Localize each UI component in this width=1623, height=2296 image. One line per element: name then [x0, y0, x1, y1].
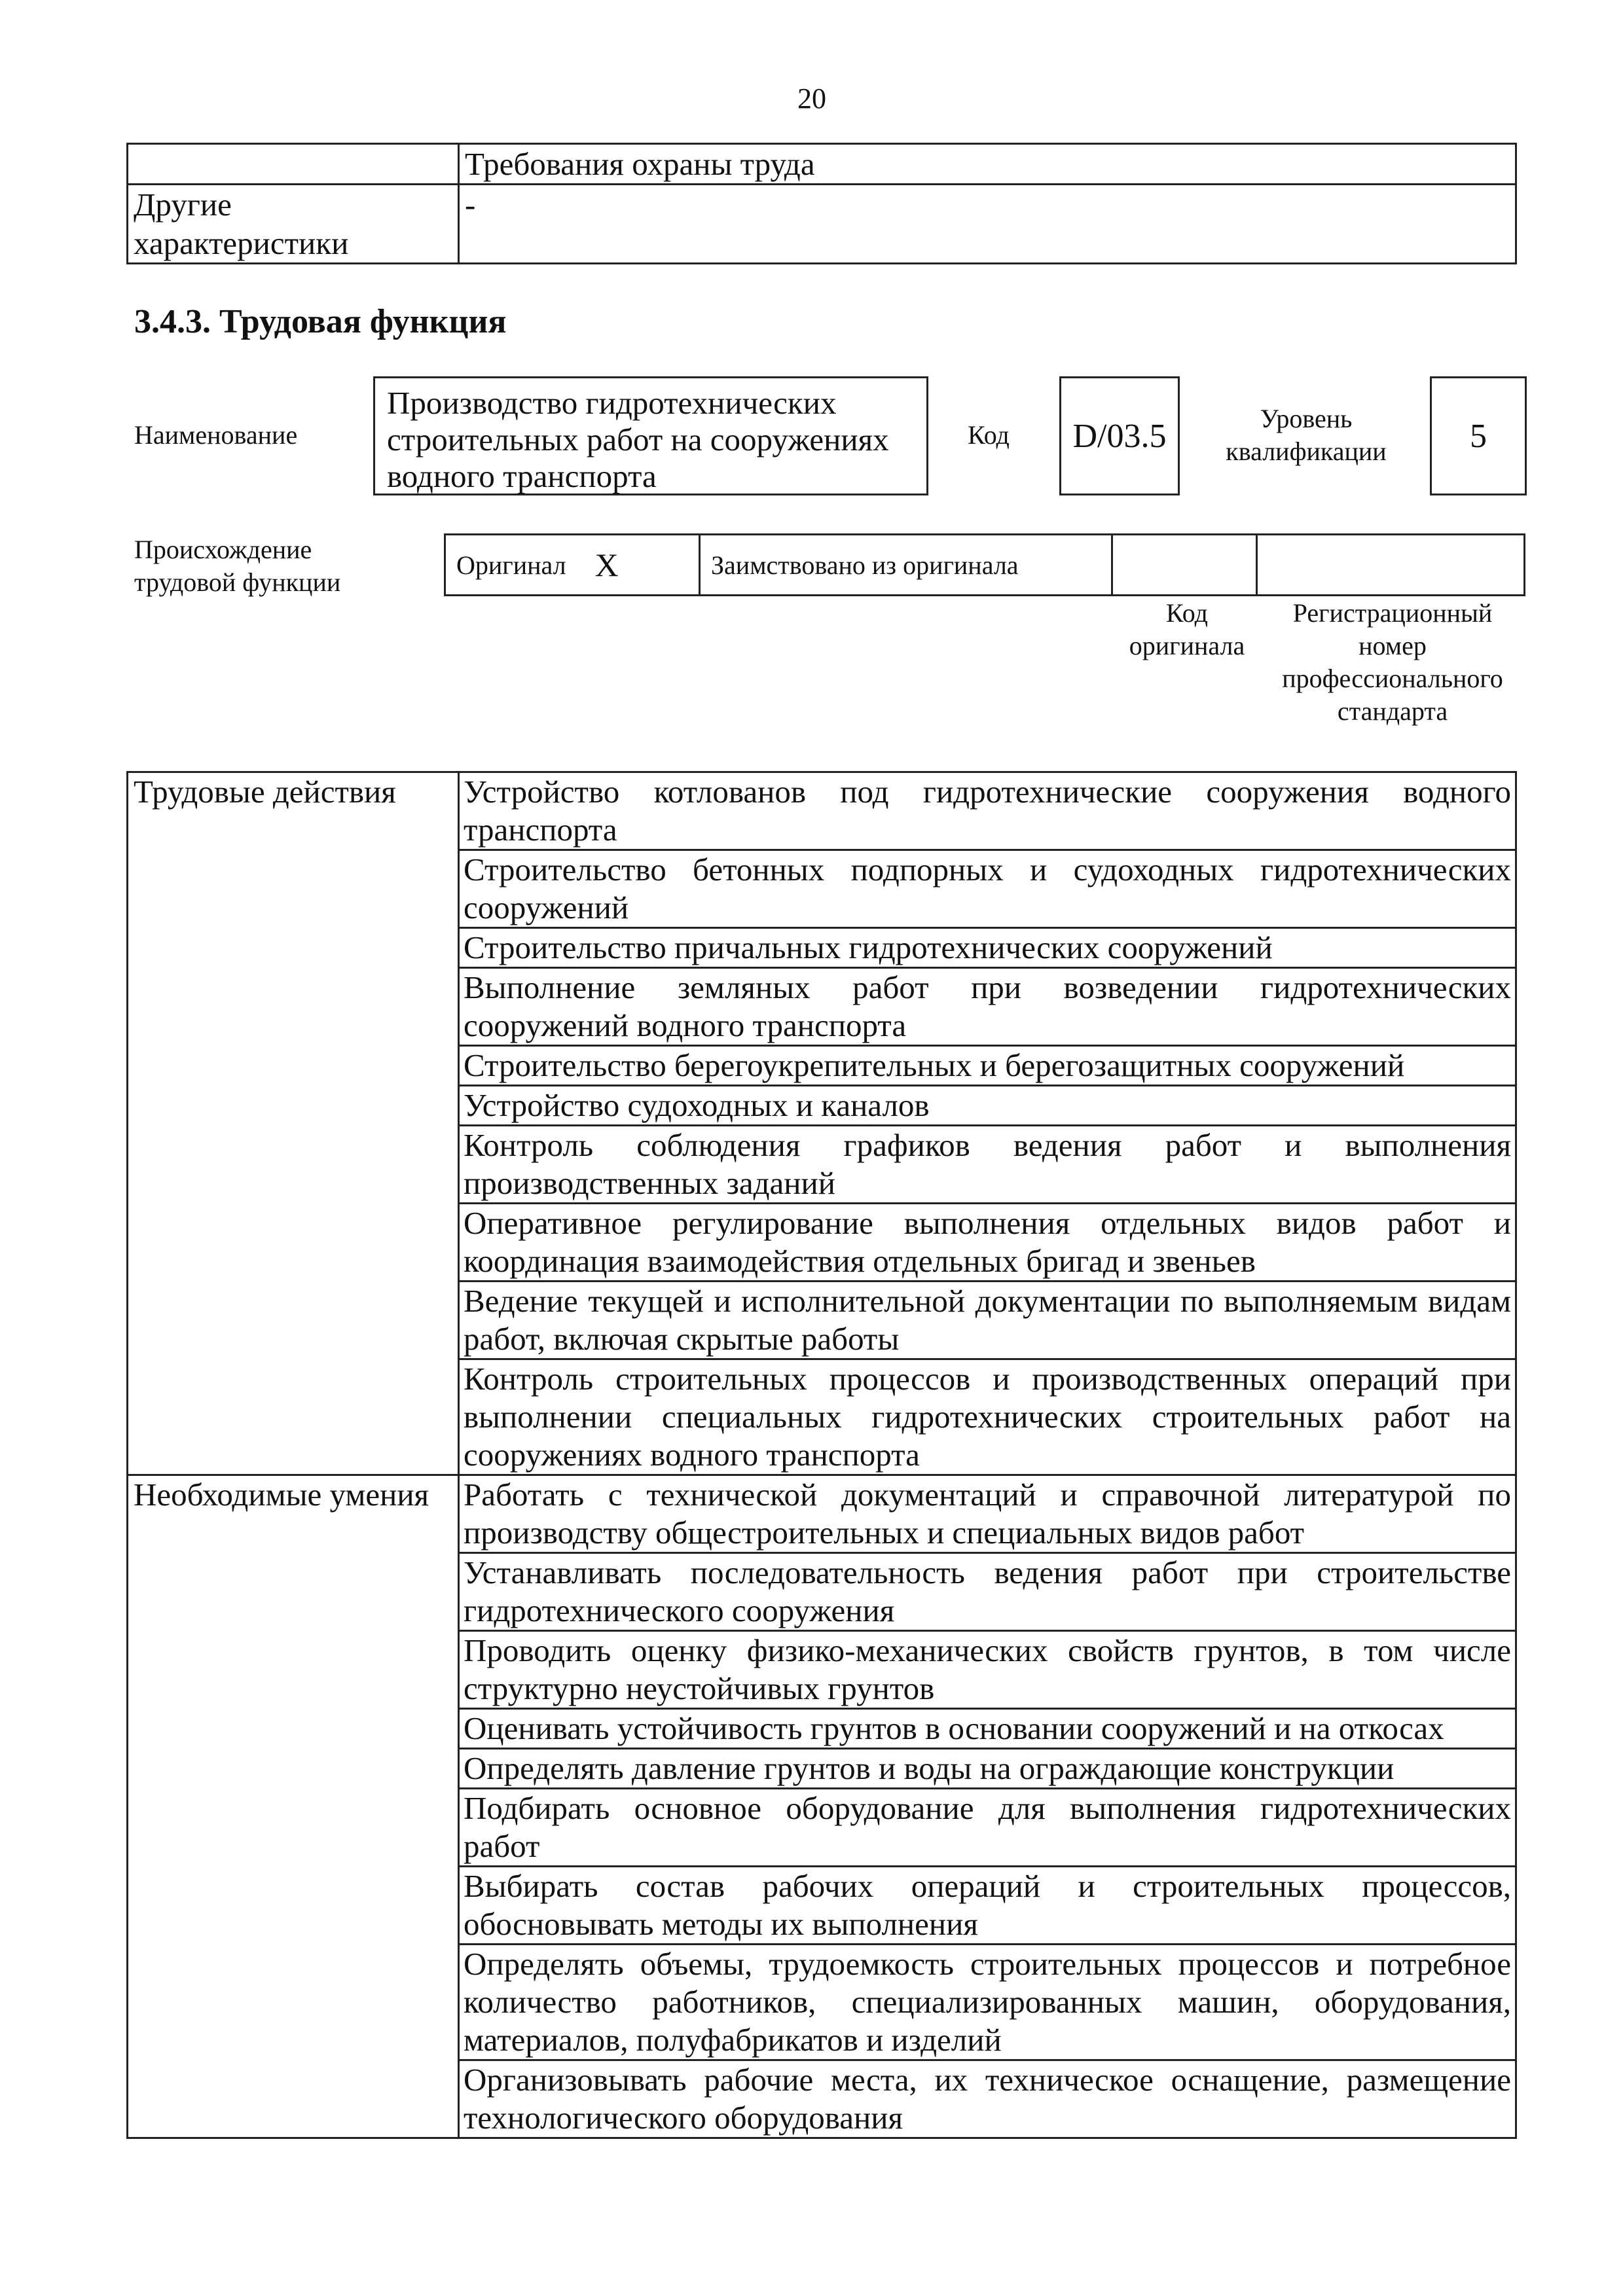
table-row	[128, 144, 1516, 185]
function-name: Производство гидротехнических строительных работ на сооружениях водного транспорта	[373, 376, 928, 495]
original-mark: X	[594, 547, 619, 583]
labor-function-table	[126, 771, 1517, 2139]
labor-action-item: Контроль строительных процессов и производственных операций при выполнении специальных гидротехнических строительных работ на сооружениях водного транспорта	[459, 1359, 1516, 1475]
skill-item: Определять давление грунтов и воды на ограждающие конструкции	[459, 1749, 1516, 1789]
skill-item: Подбирать основное оборудование для выполнения гидротехнических работ	[459, 1789, 1516, 1867]
labor-actions-label: Трудовые действия	[128, 772, 459, 1475]
skills-label: Необходимые умения	[128, 1475, 459, 2138]
qualification-level: 5	[1430, 376, 1527, 495]
table-row	[128, 1475, 1516, 1553]
labor-action-item: Устройство судоходных и каналов	[459, 1086, 1516, 1126]
labor-action-item: Строительство берегоукрепительных и берегозащитных сооружений	[459, 1046, 1516, 1086]
skill-item: Проводить оценку физико-механических свойств грунтов, в том числе структурно неустойчивых грунтов	[459, 1631, 1516, 1709]
original-code-cell	[1111, 533, 1258, 596]
skill-item: Выбирать состав рабочих операций и строительных процессов, обосновывать методы их выполнения	[459, 1867, 1516, 1945]
skill-item: Определять объемы, трудоемкость строительных процессов и потребное количество работников, специализированных машин, оборудования, материалов, полуфабрикатов и изделий	[459, 1945, 1516, 2060]
labor-action-item: Строительство причальных гидротехнических сооружений	[459, 928, 1516, 968]
skill-item: Оценивать устойчивость грунтов в основании сооружений и на откосах	[459, 1709, 1516, 1749]
registration-number-cell	[1256, 533, 1525, 596]
code-label: Код	[968, 420, 1010, 450]
skill-item: Работать с технической документаций и справочной литературой по производству общестроительных и специальных видов работ	[459, 1475, 1516, 1553]
page-number: 20	[797, 82, 826, 115]
section-title: 3.4.3. Трудовая функция	[134, 303, 507, 340]
skill-item: Устанавливать последовательность ведения работ при строительстве гидротехнического сооружения	[459, 1553, 1516, 1631]
original-label: Оригинал	[456, 550, 566, 580]
labor-action-item: Устройство котлованов под гидротехнические сооружения водного транспорта	[459, 772, 1516, 850]
borrowed-cell: Заимствовано из оригинала	[699, 533, 1113, 596]
labor-action-item: Строительство бетонных подпорных и судоходных гидротехнических сооружений	[459, 850, 1516, 928]
labor-action-item: Контроль соблюдения графиков ведения работ и выполнения производственных заданий	[459, 1126, 1516, 1204]
other-value: -	[459, 185, 1516, 264]
requirements-cell: Требования охраны труда	[459, 144, 1516, 185]
other-characteristics-table	[126, 143, 1517, 264]
origin-row	[444, 533, 1527, 596]
level-label: Уровень квалификации	[1226, 404, 1387, 466]
other-label: Другие характеристики	[128, 185, 459, 264]
skill-item: Организовывать рабочие места, их техническое оснащение, размещение технологического оборудования	[459, 2060, 1516, 2138]
origin-label: Происхождение трудовой функции	[134, 535, 341, 597]
empty-cell	[128, 144, 459, 185]
labor-action-item: Выполнение земляных работ при возведении гидротехнических сооружений водного транспорта	[459, 968, 1516, 1046]
table-row	[128, 772, 1516, 850]
original-code-caption: Код оригинала	[1129, 598, 1245, 660]
original-cell	[444, 533, 701, 596]
labor-action-item: Ведение текущей и исполнительной документации по выполняемым видам работ, включая скрытые работы	[459, 1282, 1516, 1359]
name-label: Наименование	[134, 420, 298, 450]
registration-caption: Регистрационный номер профессионального стандарта	[1282, 598, 1503, 726]
function-code: D/03.5	[1059, 376, 1180, 495]
labor-action-item: Оперативное регулирование выполнения отдельных видов работ и координация взаимодействия отдельных бригад и звеньев	[459, 1204, 1516, 1282]
table-row	[128, 185, 1516, 264]
